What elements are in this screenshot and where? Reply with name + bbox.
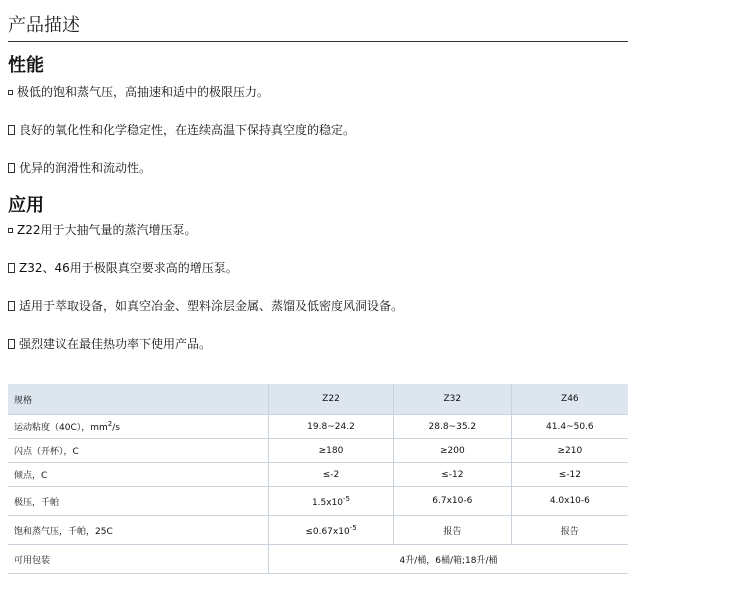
table-header-row <box>8 384 628 415</box>
bullet-square-icon <box>8 90 13 95</box>
table-row <box>8 463 628 487</box>
table-cell: ≥200 <box>393 439 511 463</box>
spec-table <box>8 384 628 574</box>
bullet-square-icon <box>8 263 15 273</box>
list-item-text: 极低的饱和蒸气压，高抽速和适中的极限压力。 <box>17 85 270 99</box>
table-row-label: 运动粘度（40C），$mm^2/s$ <box>8 415 269 439</box>
list-item <box>8 298 628 314</box>
bullet-square-icon <box>8 339 15 349</box>
list-item <box>8 160 628 176</box>
table-row <box>8 415 628 439</box>
table-header-cell: Z22 <box>269 384 394 415</box>
table-cell: 19.8~24.2 <box>269 415 394 439</box>
table-cell: 4升/桶，6桶/箱;18升/桶 <box>269 545 629 574</box>
bullet-square-icon <box>8 228 13 233</box>
table-cell: ≤-12 <box>393 463 511 487</box>
table-header-cell: 规格 <box>8 384 269 415</box>
list-item <box>8 122 628 138</box>
bullet-square-icon <box>8 163 15 173</box>
table-row-packaging <box>8 545 628 574</box>
list-item <box>8 84 628 100</box>
table-cell: ≤-2 <box>269 463 394 487</box>
table-header-cell: Z46 <box>511 384 628 415</box>
table-cell: 6.7x10-6 <box>393 487 511 516</box>
list-item <box>8 336 628 352</box>
bullet-square-icon <box>8 301 15 311</box>
table-cell: 41.4~50.6 <box>511 415 628 439</box>
table-cell: 28.8~35.2 <box>393 415 511 439</box>
table-header-cell: Z32 <box>393 384 511 415</box>
title-divider <box>8 41 628 42</box>
table-row-label: 可用包装 <box>8 545 269 574</box>
list-item-text: Z22用于大抽气量的蒸汽增压泵。 <box>17 223 197 237</box>
bullet-square-icon <box>8 125 15 135</box>
table-cell: ≤-12 <box>511 463 628 487</box>
table-cell: ≥210 <box>511 439 628 463</box>
list-item <box>8 260 628 276</box>
list-item-text: 良好的氧化性和化学稳定性，在连续高温下保持真空度的稳定。 <box>19 123 356 137</box>
table-cell: 4.0x10-6 <box>511 487 628 516</box>
list-item <box>8 222 628 238</box>
list-item-text: 优异的润滑性和流动性。 <box>19 161 152 175</box>
table-cell: ≥180 <box>269 439 394 463</box>
table-row-label: 饱和蒸气压，千帕，25C <box>8 516 269 545</box>
table-row-label: 闪点（开杯），C <box>8 439 269 463</box>
table-cell: 报告 <box>393 516 511 545</box>
table-row <box>8 516 628 545</box>
table-row-label: 倾点，C <box>8 463 269 487</box>
table-row <box>8 439 628 463</box>
section-heading-performance: 性能 <box>8 55 44 76</box>
table-cell: $1.5x10^{-5}$ <box>269 487 394 516</box>
list-item-text: 强烈建议在最佳热功率下使用产品。 <box>19 337 212 351</box>
list-item-text: Z32、46用于极限真空要求高的增压泵。 <box>19 261 238 275</box>
table-row <box>8 487 628 516</box>
table-row-label: 极压，千帕 <box>8 487 269 516</box>
section-heading-application: 应用 <box>8 195 44 216</box>
list-item-text: 适用于萃取设备，如真空冶金、塑料涂层金属、蒸馏及低密度风洞设备。 <box>19 299 404 313</box>
page-title: 产品描述 <box>8 15 80 36</box>
table-cell: 报告 <box>511 516 628 545</box>
table-cell: $\le 0.67x10^{-5}$ <box>269 516 394 545</box>
